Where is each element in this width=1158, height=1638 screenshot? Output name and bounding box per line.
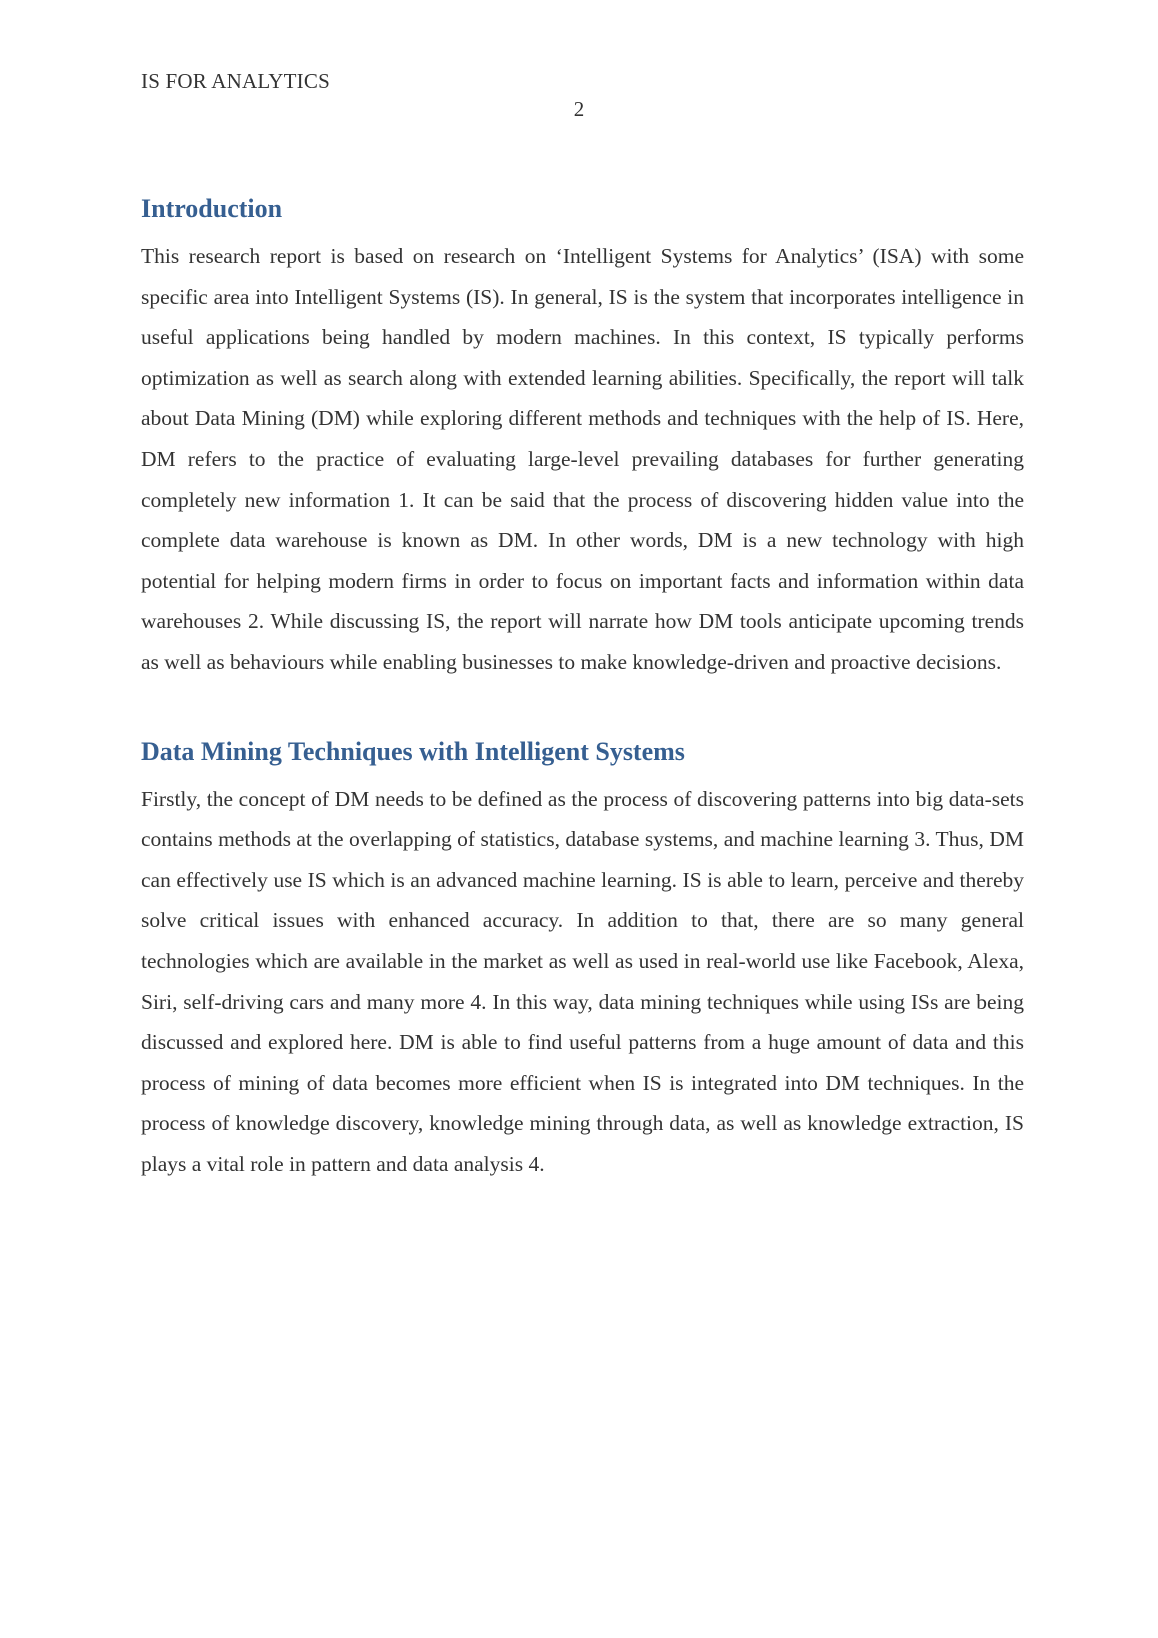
section-introduction: [141, 192, 1024, 683]
document-body: [141, 192, 1024, 1184]
section-paragraph: Firstly, the concept of DM needs to be defined as the process of discovering patterns into big data-sets contains methods at the overlapping of statistics, database systems, and machine learning 3. Thus, DM can effectively use IS which is an advanced machine learning. IS is able to learn, perceive and thereby solve critical issues with enhanced accuracy. In addition to that, there are so many general technologies which are available in the market as well as used in real-world use like Facebook, Alexa, Siri, self-driving cars and many more 4. In this way, data mining techniques while using ISs are being discussed and explored here. DM is able to find useful patterns from a huge amount of data and this process of mining of data becomes more efficient when IS is integrated into DM techniques. In the process of knowledge discovery, knowledge mining through data, as well as knowledge extraction, IS plays a vital role in pattern and data analysis 4.: [141, 786, 1024, 1176]
running-head: IS FOR ANALYTICS: [141, 69, 330, 93]
section-data-mining-techniques: [141, 735, 1024, 1185]
section-heading: Data Mining Techniques with Intelligent Systems: [141, 736, 685, 766]
page-number: 2: [573, 97, 585, 121]
section-heading: Introduction: [141, 194, 283, 223]
section-paragraph: This research report is based on research on ‘Intelligent Systems for Analytics’ (ISA) with some specific area into Intelligent Systems (IS). In general, IS is the system that incorporates intelligence in useful applications being handled by modern machines. In this context, IS typically performs optimization as well as search along with extended learning abilities. Specifically, the report will talk about Data Mining (DM) while exploring different methods and techniques with the help of IS. Here, DM refers to the practice of evaluating large-level prevailing databases for further generating completely new information 1. It can be said that the process of discovering hidden value into the complete data warehouse is known as DM. In other words, DM is a new technology with high potential for helping modern firms in order to focus on important facts and information within data warehouses 2. While discussing IS, the report will narrate how DM tools anticipate upcoming trends as well as behaviours while enabling businesses to make knowledge-driven and proactive decisions.: [141, 244, 1024, 674]
